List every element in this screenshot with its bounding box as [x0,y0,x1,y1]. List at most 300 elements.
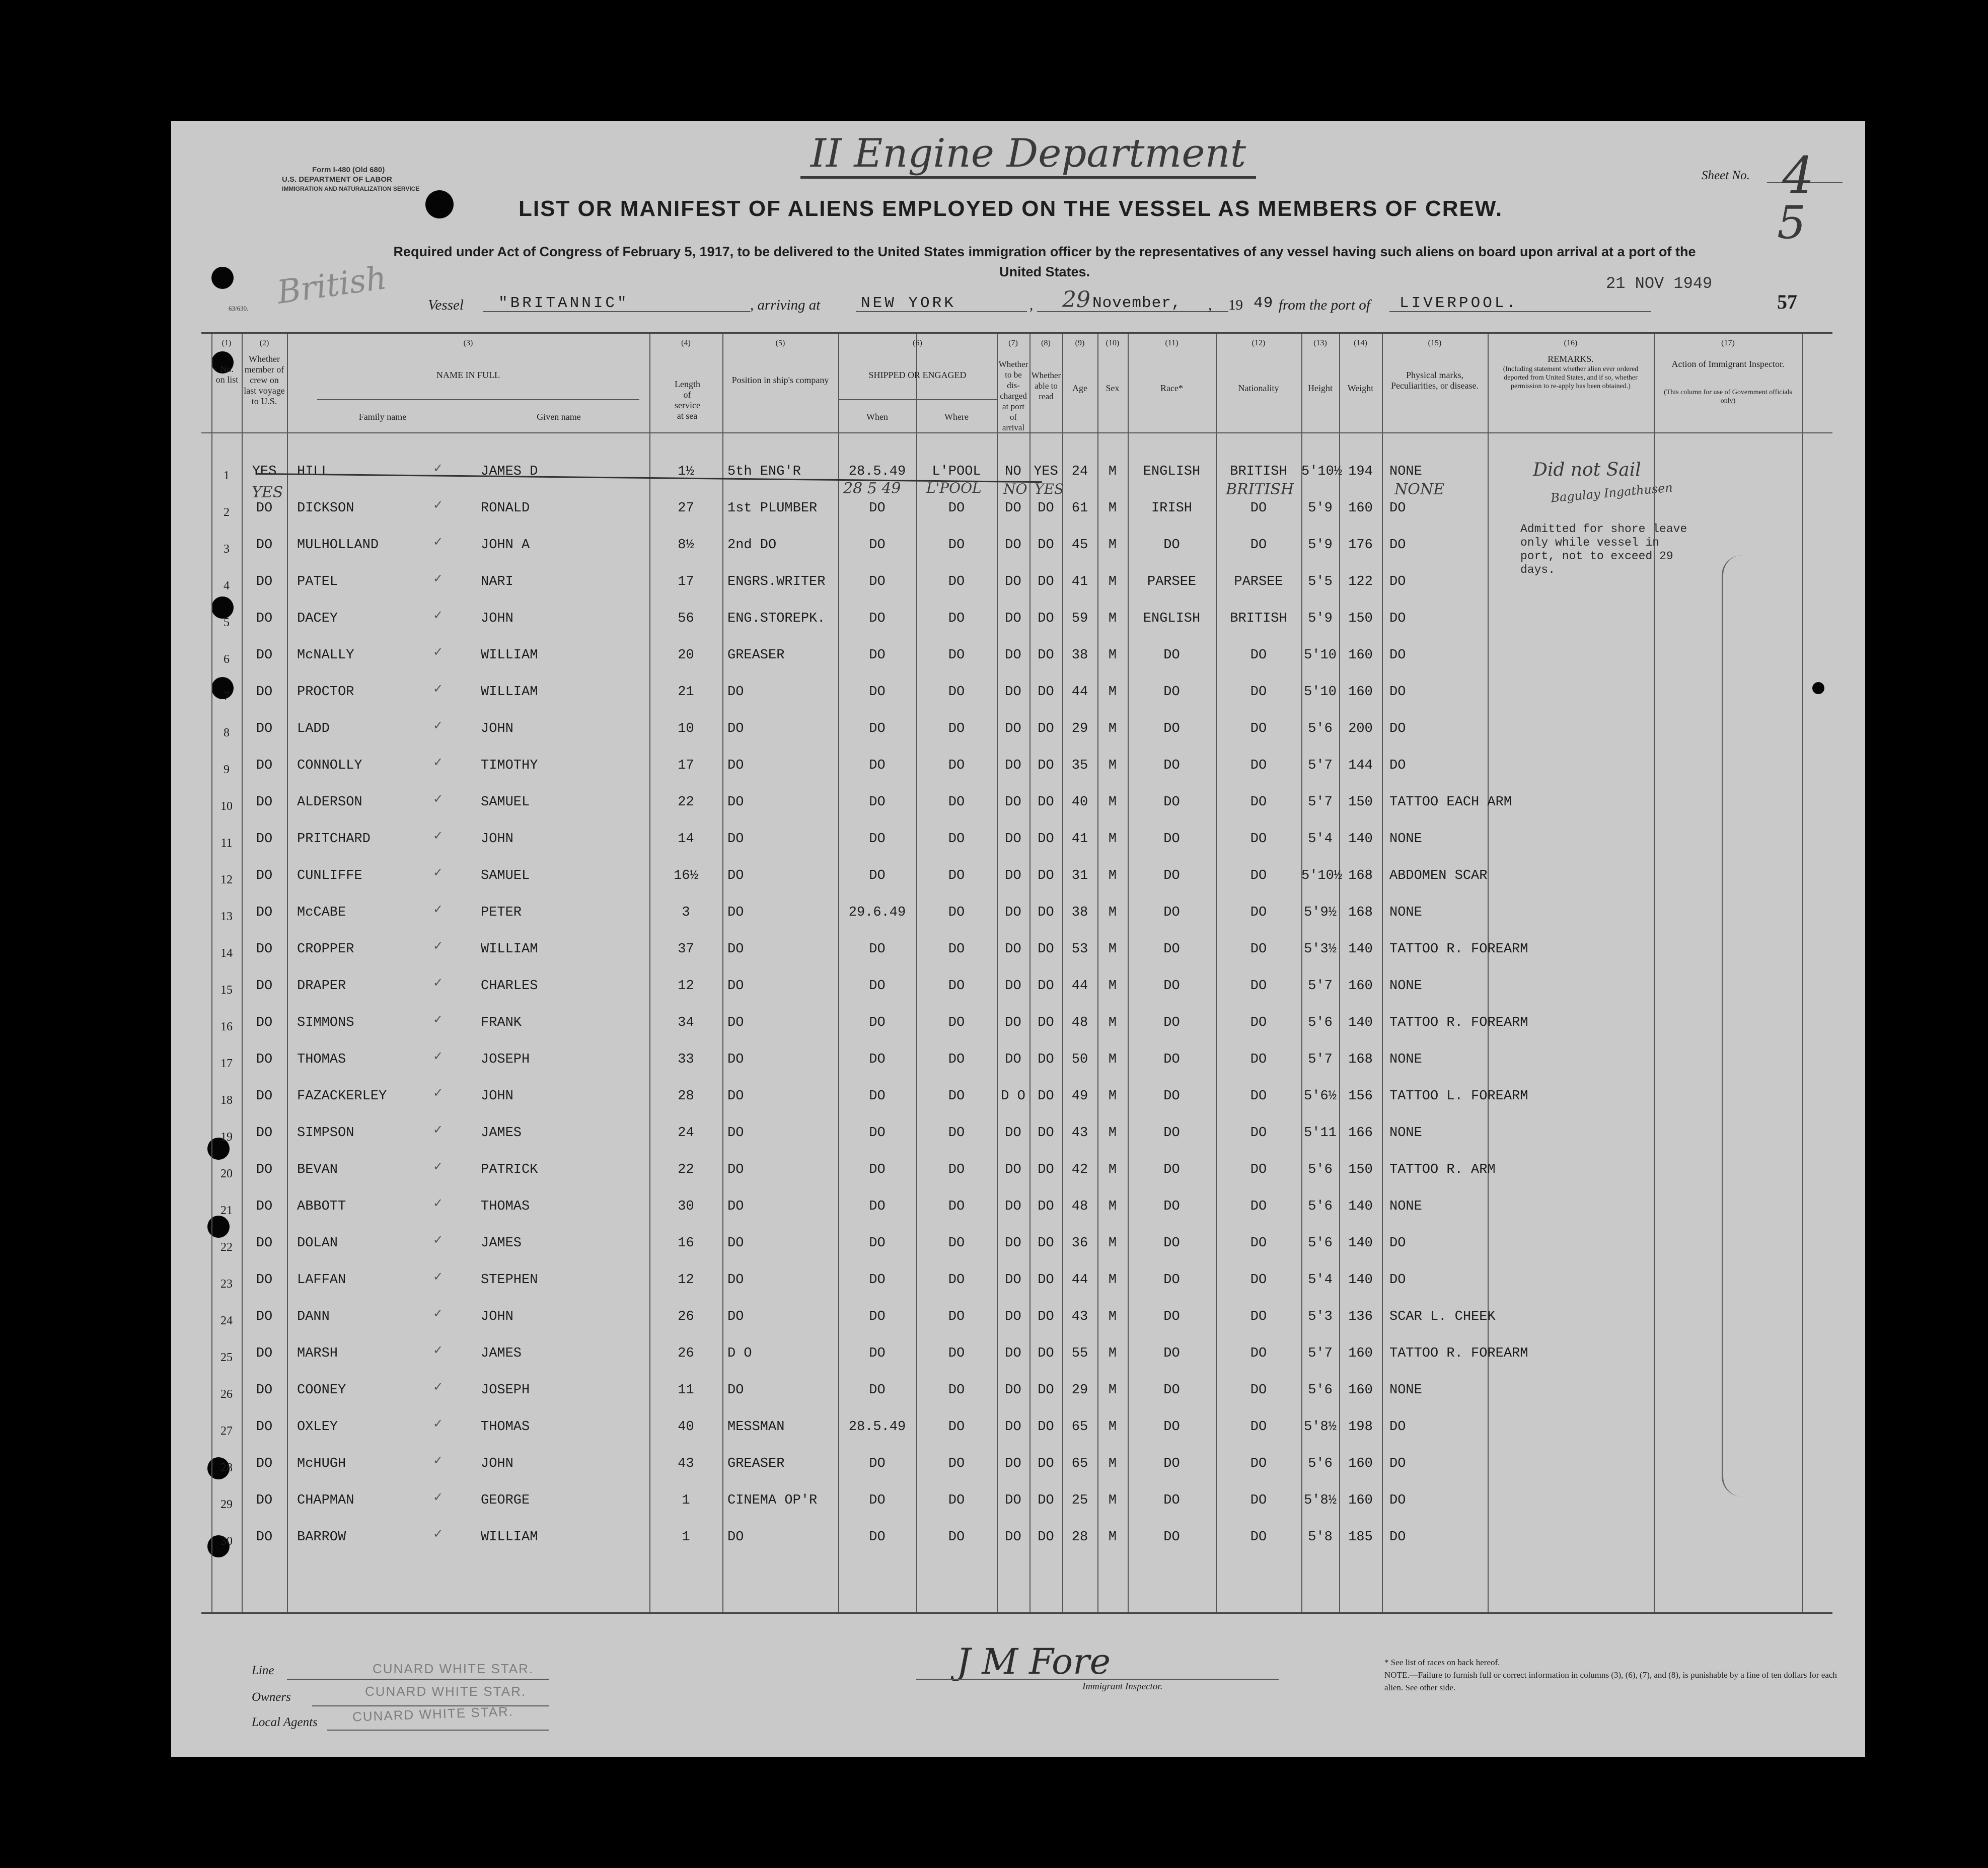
given-name-cell: JAMES [481,1126,522,1141]
length-of-service-cell: 43 [678,1456,694,1471]
age-cell: 36 [1071,1236,1088,1251]
table-row [201,599,1832,636]
length-of-service-cell: 34 [678,1015,694,1030]
check-mark-icon: ✓ [433,1196,444,1210]
race-cell: DO [1163,721,1180,736]
col-num-4: (4) [681,339,691,347]
name-subheader-rule [317,399,639,400]
race-cell: DO [1163,1383,1180,1398]
table-row [201,1481,1832,1518]
height-cell: 5'6 [1308,721,1333,736]
age-cell: 48 [1071,1015,1088,1030]
footnote-block [1384,1656,1837,1694]
given-name-cell: JOHN [481,611,513,626]
row-number: 19 [220,1131,233,1144]
row-number: 6 [224,653,230,666]
age-cell: 43 [1071,1309,1088,1324]
when-cell: DO [869,1126,886,1141]
length-of-service-cell: 8½ [678,538,694,553]
weight-cell: 168 [1348,1052,1373,1067]
height-cell: 5'7 [1308,758,1333,773]
nationality-cell: DO [1250,795,1267,810]
table-row [201,1150,1832,1187]
inspector-label: Immigrant Inspector. [1082,1681,1163,1692]
row-number: 16 [220,1020,233,1033]
weight-cell: 150 [1348,611,1373,626]
nationality-cell: DO [1250,1530,1267,1545]
sheet-number-label: Sheet No. [1702,169,1750,182]
position-cell: DO [727,979,744,994]
faded-handwritten-stamp: British [274,259,389,312]
age-cell: 48 [1071,1199,1088,1214]
length-of-service-cell: 37 [678,942,694,957]
sex-cell: M [1108,1383,1117,1398]
age-cell: 53 [1071,942,1088,957]
age-cell: 50 [1071,1052,1088,1067]
check-mark-icon: ✓ [433,939,444,953]
family-name-cell: PROCTOR [297,685,354,700]
height-cell: 5'7 [1308,1052,1333,1067]
family-name-cell: OXLEY [297,1419,338,1435]
department-handwritten-title: II Engine Department [800,131,1256,176]
table-row [201,930,1832,966]
nationality-cell: DO [1250,868,1267,883]
check-mark-icon: ✓ [433,682,444,696]
age-cell: 25 [1071,1493,1088,1508]
sex-cell: M [1108,1236,1117,1251]
header-position: Position in ship's company [731,375,829,385]
when-cell: DO [869,1456,886,1471]
discharged-cell: NO [1005,464,1021,479]
weight-cell: 198 [1348,1419,1373,1435]
header-given-name: Given name [537,412,581,422]
weight-cell: 200 [1348,721,1373,736]
header-crew-member: Whether member of crew on last voyage to U.S. [244,354,285,406]
crew-member-cell: DO [256,942,273,957]
able-to-read-cell: DO [1038,721,1054,736]
family-name-cell: THOMAS [297,1052,346,1067]
sex-cell: M [1108,1530,1117,1545]
row-number: 29 [220,1498,233,1511]
crew-member-cell: YES [252,464,277,479]
when-cell: DO [869,1346,886,1361]
when-cell: DO [869,721,886,736]
crew-member-cell: DO [256,611,273,626]
year-comma: , [1208,297,1212,313]
given-name-cell: NARI [481,574,513,589]
physical-marks-cell: NONE [1389,1052,1422,1067]
given-name-cell: JOSEPH [481,1052,530,1067]
check-mark-icon: ✓ [433,1233,444,1247]
height-cell: 5'8½ [1304,1493,1337,1508]
able-to-read-cell: YES [1034,464,1058,479]
sex-cell: M [1108,538,1117,553]
physical-marks-cell: TATTOO R. FOREARM [1389,1015,1528,1030]
service-name: IMMIGRATION AND NATURALIZATION SERVICE [282,185,420,192]
crew-member-cell: DO [256,1199,273,1214]
where-cell: DO [948,1309,965,1324]
able-to-read-cell: DO [1038,1273,1054,1288]
height-cell: 5'8 [1308,1530,1333,1545]
owners-stamp: CUNARD WHITE STAR. [365,1684,527,1699]
discharged-cell: DO [1005,1199,1021,1214]
discharged-cell: DO [1005,1346,1021,1361]
sex-cell: M [1108,685,1117,700]
check-mark-icon: ✓ [433,461,444,475]
when-cell: DO [869,648,886,663]
height-cell: 5'6 [1308,1199,1333,1214]
family-name-cell: LADD [297,721,330,736]
age-cell: 38 [1071,648,1088,663]
weight-cell: 150 [1348,1162,1373,1177]
where-cell: DO [948,574,965,589]
table-row [201,709,1832,746]
crew-member-cell: DO [256,832,273,847]
from-port-label: from the port of [1279,297,1370,313]
nationality-cell: DO [1250,1309,1267,1324]
height-cell: 5'6 [1308,1015,1333,1030]
given-name-cell: JOHN [481,1456,513,1471]
crew-member-cell: DO [256,1383,273,1398]
when-cell: DO [869,501,886,516]
height-cell: 5'9½ [1304,905,1337,920]
race-cell: DO [1163,1126,1180,1141]
family-name-cell: MARSH [297,1346,338,1361]
row-number: 3 [224,543,230,556]
nationality-cell: DO [1250,758,1267,773]
nationality-cell: DO [1250,1236,1267,1251]
family-name-cell: COONEY [297,1383,346,1398]
page-title: LIST OR MANIFEST OF ALIENS EMPLOYED ON THE VESSEL AS MEMBERS OF CREW. [519,196,1503,221]
where-cell: DO [948,1383,965,1398]
family-name-cell: DOLAN [297,1236,338,1251]
discharged-cell: DO [1005,1236,1021,1251]
when-cell: DO [869,1089,886,1104]
when-cell: DO [869,1236,886,1251]
age-cell: 28 [1071,1530,1088,1545]
height-cell: 5'7 [1308,1346,1333,1361]
given-name-cell: WILLIAM [481,942,538,957]
length-of-service-cell: 16½ [674,868,698,883]
given-name-cell: JOHN [481,721,513,736]
line-underline [287,1679,549,1680]
arrival-day: 29 [1062,287,1090,313]
row-number: 20 [220,1167,233,1180]
crew-member-cell: DO [256,795,273,810]
fine-note: NOTE.—Failure to furnish full or correct information in columns (3), (6), (7), and (8), is punishable by a fine of ten dollars for each alien. See other side. [1384,1670,1837,1692]
weight-cell: 160 [1348,1493,1373,1508]
able-to-read-cell: DO [1038,1493,1054,1508]
race-cell: DO [1163,1199,1180,1214]
nationality-cell: DO [1250,1126,1267,1141]
header-able-to-read: Whether able to read [1031,370,1061,401]
family-name-cell: ABBOTT [297,1199,346,1214]
col-num-2: (2) [259,339,269,347]
discharged-cell: DO [1005,979,1021,994]
height-cell: 5'9 [1308,611,1333,626]
physical-marks-cell: NONE [1389,1383,1422,1398]
height-cell: 5'3½ [1304,942,1337,957]
height-cell: 5'4 [1308,1273,1333,1288]
sex-cell: M [1108,905,1117,920]
physical-marks-cell: DO [1389,1236,1406,1251]
length-of-service-cell: 26 [678,1346,694,1361]
height-cell: 5'11 [1304,1126,1337,1141]
nationality-cell: DO [1250,1052,1267,1067]
height-cell: 5'6 [1308,1383,1333,1398]
length-of-service-cell: 10 [678,721,694,736]
inspector-signature: J M Fore [956,1641,1111,1682]
weight-cell: 160 [1348,979,1373,994]
crew-member-cell: DO [256,1126,273,1141]
form-number: Form I-480 (Old 680) [312,166,385,174]
able-to-read-cell: DO [1038,1309,1054,1324]
row1-hand-marks: NONE [1394,481,1444,498]
position-cell: DO [727,1052,744,1067]
weight-cell: 140 [1348,832,1373,847]
sex-cell: M [1108,1346,1117,1361]
able-to-read-cell: DO [1038,538,1054,553]
position-cell: 2nd DO [727,538,777,553]
col-num-5: (5) [775,339,785,347]
weight-cell: 140 [1348,1273,1373,1288]
where-cell: DO [948,1052,965,1067]
discharged-cell: DO [1005,501,1021,516]
col-num-7: (7) [1008,339,1018,347]
where-cell: L'POOL [932,464,981,479]
race-cell: DO [1163,758,1180,773]
age-cell: 41 [1071,832,1088,847]
from-port: LIVERPOOL. [1400,294,1519,312]
nationality-cell: DO [1250,832,1267,847]
check-mark-icon: ✓ [433,535,444,549]
row-number: 11 [220,837,233,850]
sex-cell: M [1108,795,1117,810]
row1-hand-read: YES [1035,481,1064,497]
check-mark-icon: ✓ [433,1380,444,1394]
check-mark-icon: ✓ [433,1086,444,1100]
sex-cell: M [1108,1015,1117,1030]
length-of-service-cell: 14 [678,832,694,847]
family-name-cell: McNALLY [297,648,354,663]
where-cell: DO [948,1199,965,1214]
position-cell: DO [727,1236,744,1251]
physical-marks-cell: DO [1389,685,1406,700]
given-name-cell: JOHN A [481,538,530,553]
given-name-cell: TIMOTHY [481,758,538,773]
sex-cell: M [1108,721,1117,736]
length-of-service-cell: 33 [678,1052,694,1067]
page-subtitle: Required under Act of Congress of February 5, 1917, to be delivered to the United States immigration officer by the representatives of any vessel having such aliens on board upon arrival at a port of the United States. [393,244,1696,279]
height-cell: 5'10 [1304,685,1337,700]
year-prefix: 19 [1228,297,1243,313]
where-cell: DO [948,868,965,883]
age-cell: 44 [1071,979,1088,994]
position-cell: 1st PLUMBER [727,501,818,516]
able-to-read-cell: DO [1038,1456,1054,1471]
nationality-cell: DO [1250,942,1267,957]
when-cell: DO [869,1530,886,1545]
check-mark-icon: ✓ [433,792,444,806]
year-suffix: 49 [1254,294,1274,312]
sex-cell: M [1108,574,1117,589]
weight-cell: 122 [1348,574,1373,589]
col-num-13: (13) [1313,339,1327,347]
nationality-cell: PARSEE [1234,574,1283,589]
weight-cell: 160 [1348,685,1373,700]
age-cell: 44 [1071,1273,1088,1288]
weight-cell: 160 [1348,1383,1373,1398]
row-number: 15 [220,984,233,997]
discharged-cell: DO [1005,868,1021,883]
col-num-15: (15) [1428,339,1442,347]
check-mark-icon: ✓ [433,755,444,769]
crew-member-cell: DO [256,1493,273,1508]
check-mark-icon: ✓ [433,1453,444,1467]
check-mark-icon: ✓ [433,1049,444,1063]
arriving-label: , arriving at [750,297,821,313]
line-stamp: CUNARD WHITE STAR. [373,1661,534,1676]
race-cell: DO [1163,1456,1180,1471]
position-cell: DO [727,1126,744,1141]
row-number: 1 [224,469,230,482]
age-cell: 38 [1071,905,1088,920]
table-row [201,636,1832,673]
position-cell: 5th ENG'R [727,464,801,479]
row-number: 14 [220,947,233,960]
length-of-service-cell: 56 [678,611,694,626]
discharged-cell: DO [1005,905,1021,920]
family-name-cell: DRAPER [297,979,346,994]
col-num-17: (17) [1721,339,1735,347]
physical-marks-cell: TATTOO L. FOREARM [1389,1089,1528,1104]
crew-member-cell: DO [256,1456,273,1471]
crew-member-cell: DO [256,1530,273,1545]
row1-hand-when: 28 5 49 [843,480,901,497]
crew-table [201,332,1832,1614]
family-name-cell: CHAPMAN [297,1493,354,1508]
family-name-cell: CUNLIFFE [297,868,362,883]
length-of-service-cell: 40 [678,1419,694,1435]
nationality-cell: DO [1250,721,1267,736]
sex-cell: M [1108,1419,1117,1435]
table-row [201,1077,1832,1113]
given-name-cell: THOMAS [481,1419,530,1435]
family-name-cell: PRITCHARD [297,832,371,847]
row1-remark-hand: Did not Sail [1533,460,1641,480]
crew-member-cell: DO [256,721,273,736]
when-cell: DO [869,1309,886,1324]
check-mark-icon: ✓ [433,1123,444,1137]
physical-marks-cell: TATTOO EACH ARM [1389,795,1512,810]
race-cell: DO [1163,1052,1180,1067]
col-num-11: (11) [1165,339,1179,347]
table-row [201,819,1832,856]
family-name-cell: LAFFAN [297,1273,346,1288]
weight-cell: 166 [1348,1126,1373,1141]
age-cell: 49 [1071,1089,1088,1104]
height-cell: 5'6 [1308,1236,1333,1251]
when-cell: DO [869,758,886,773]
line-label: Line [252,1664,274,1677]
check-mark-icon: ✓ [433,1012,444,1026]
sheet-number-handwritten: 4 [1782,146,1814,205]
length-of-service-cell: 12 [678,1273,694,1288]
position-cell: DO [727,795,744,810]
header-when: When [866,412,888,422]
able-to-read-cell: DO [1038,648,1054,663]
table-row [201,1334,1832,1371]
weight-cell: 150 [1348,795,1373,810]
crew-member-cell: DO [256,1089,273,1104]
check-mark-icon: ✓ [433,902,444,916]
discharged-cell: DO [1005,1456,1021,1471]
physical-marks-cell: TATTOO R. FOREARM [1389,942,1528,957]
punch-hole [425,190,454,218]
position-cell: DO [727,832,744,847]
race-cell: DO [1163,795,1180,810]
where-cell: DO [948,795,965,810]
header-action-inspector: Action of Immigrant Inspector. [1671,359,1785,369]
height-cell: 5'3 [1308,1309,1333,1324]
sex-cell: M [1108,1456,1117,1471]
crew-member-cell: DO [256,685,273,700]
header-nationality: Nationality [1238,383,1279,393]
position-cell: DO [727,758,744,773]
position-cell: DO [727,1199,744,1214]
given-name-cell: FRANK [481,1015,522,1030]
row-number: 25 [220,1351,233,1364]
age-cell: 44 [1071,685,1088,700]
race-cell: DO [1163,1419,1180,1435]
family-name-cell: BEVAN [297,1162,338,1177]
weight-cell: 160 [1348,1346,1373,1361]
row-number: 27 [220,1425,233,1438]
punch-hole [211,267,234,289]
position-cell: DO [727,942,744,957]
physical-marks-cell: DO [1389,1456,1406,1471]
physical-marks-cell: NONE [1389,979,1422,994]
manifest-sheet [171,121,1865,1757]
position-cell: DO [727,1089,744,1104]
where-cell: DO [948,685,965,700]
nationality-cell: DO [1250,1199,1267,1214]
row-number: 5 [224,616,230,629]
race-footnote: * See list of races on back hereof. [1384,1658,1500,1667]
discharged-cell: DO [1005,942,1021,957]
remarks-bracket [1722,555,1743,1497]
table-row [201,1224,1832,1260]
length-of-service-cell: 3 [682,905,690,920]
able-to-read-cell: DO [1038,795,1054,810]
able-to-read-cell: DO [1038,1052,1054,1067]
row1-hand-disch: NO [1003,481,1027,497]
crew-member-cell: DO [256,538,273,553]
where-cell: DO [948,979,965,994]
check-mark-icon: ✓ [433,829,444,843]
nationality-cell: DO [1250,1383,1267,1398]
when-cell: DO [869,685,886,700]
able-to-read-cell: DO [1038,574,1054,589]
check-mark-icon: ✓ [433,1490,444,1504]
where-cell: DO [948,1456,965,1471]
row-number: 21 [220,1204,233,1217]
race-cell: DO [1163,1346,1180,1361]
race-cell: DO [1163,942,1180,957]
where-cell: DO [948,538,965,553]
where-cell: DO [948,832,965,847]
header-shipped-or-engaged: SHIPPED OR ENGAGED [868,370,967,380]
